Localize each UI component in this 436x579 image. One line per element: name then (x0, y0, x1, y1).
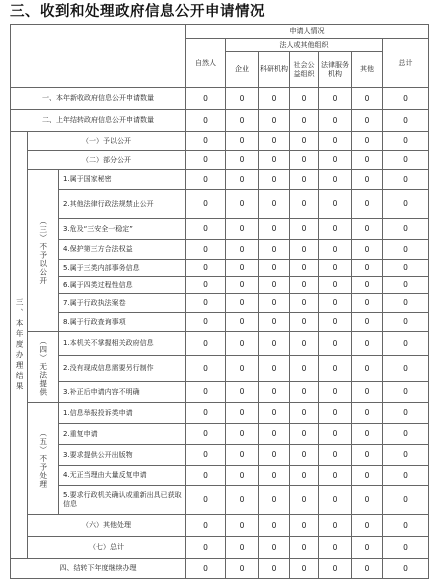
cell-value: 0 (352, 515, 383, 537)
cell-value: 0 (186, 403, 226, 424)
cell-value: 0 (259, 240, 290, 260)
cell-value: 0 (290, 277, 319, 294)
row-item: 4.无正当理由大量反复申请 (59, 466, 186, 486)
cell-value: 0 (186, 559, 226, 579)
cell-value: 0 (319, 515, 352, 537)
cell-value: 0 (383, 515, 429, 537)
header-total: 总计 (383, 39, 429, 88)
cell-value: 0 (226, 515, 259, 537)
cell-value: 0 (186, 537, 226, 559)
row-item: 8.属于行政查询事项 (59, 313, 186, 332)
cell-value: 0 (259, 486, 290, 515)
cell-value: 0 (259, 515, 290, 537)
cell-value: 0 (352, 110, 383, 132)
cell-value: 0 (352, 445, 383, 466)
cell-value: 0 (186, 466, 226, 486)
cell-value: 0 (226, 537, 259, 559)
row-item: 2.其他法律行政法规禁止公开 (59, 190, 186, 219)
cell-value: 0 (352, 260, 383, 277)
cell-value: 0 (352, 170, 383, 190)
cell-value: 0 (186, 132, 226, 151)
cell-value: 0 (352, 151, 383, 170)
cell-value: 0 (383, 260, 429, 277)
cell-value: 0 (226, 424, 259, 445)
cell-value: 0 (383, 110, 429, 132)
row-item: 2.重复申请 (59, 424, 186, 445)
cell-value: 0 (319, 219, 352, 240)
cell-value: 0 (186, 110, 226, 132)
cell-value: 0 (290, 219, 319, 240)
cell-value: 0 (226, 466, 259, 486)
cell-value: 0 (352, 486, 383, 515)
cell-value: 0 (259, 356, 290, 382)
cell-value: 0 (259, 294, 290, 313)
cell-value: 0 (290, 132, 319, 151)
section-title: 三、收到和处理政府信息公开申请情况 (10, 4, 265, 20)
cell-value: 0 (383, 132, 429, 151)
cell-value: 0 (352, 294, 383, 313)
cell-value: 0 (186, 277, 226, 294)
cell-value: 0 (259, 559, 290, 579)
cell-value: 0 (319, 559, 352, 579)
cell-value: 0 (290, 240, 319, 260)
cell-value: 0 (352, 356, 383, 382)
cell-value: 0 (352, 88, 383, 110)
group-results-label: 三、本年度办理结果 (15, 297, 25, 393)
cell-value: 0 (290, 170, 319, 190)
cell-value: 0 (290, 190, 319, 219)
group-not-processed (28, 403, 59, 515)
cell-value: 0 (383, 313, 429, 332)
cell-value: 0 (290, 537, 319, 559)
cell-value: 0 (226, 486, 259, 515)
cell-value: 0 (319, 294, 352, 313)
cell-value: 0 (226, 190, 259, 219)
application-stats-table (10, 24, 429, 579)
cell-value: 0 (259, 260, 290, 277)
corner-cell (11, 25, 186, 88)
cell-value: 0 (383, 151, 429, 170)
cell-value: 0 (352, 332, 383, 356)
row-partially-disclosed: （二）部分公开 (28, 151, 186, 170)
cell-value: 0 (259, 190, 290, 219)
cell-value: 0 (186, 382, 226, 403)
cell-value: 0 (352, 240, 383, 260)
group-not-disclosed-label: （三）不予以公开 (38, 216, 48, 285)
cell-value: 0 (290, 356, 319, 382)
cell-value: 0 (226, 170, 259, 190)
cell-value: 0 (383, 332, 429, 356)
cell-value: 0 (319, 190, 352, 219)
cell-value: 0 (352, 219, 383, 240)
cell-value: 0 (319, 332, 352, 356)
cell-value: 0 (319, 170, 352, 190)
row-item: 3.危及“三安全一稳定” (59, 219, 186, 240)
row-item: 5.属于三类内部事务信息 (59, 260, 186, 277)
cell-value: 0 (352, 559, 383, 579)
cell-value: 0 (319, 240, 352, 260)
group-not-processed-label: （五）不予处理 (38, 428, 48, 489)
cell-value: 0 (186, 515, 226, 537)
cell-value: 0 (290, 424, 319, 445)
cell-value: 0 (290, 88, 319, 110)
row-item: 5.要求行政机关确认或重新出具已获取信息 (59, 486, 186, 515)
cell-value: 0 (259, 170, 290, 190)
group-unable-provide (28, 332, 59, 403)
cell-value: 0 (383, 486, 429, 515)
cell-value: 0 (290, 403, 319, 424)
cell-value: 0 (319, 356, 352, 382)
cell-value: 0 (383, 88, 429, 110)
cell-value: 0 (226, 356, 259, 382)
cell-value: 0 (352, 382, 383, 403)
cell-value: 0 (352, 403, 383, 424)
cell-value: 0 (383, 445, 429, 466)
cell-value: 0 (226, 151, 259, 170)
cell-value: 0 (383, 170, 429, 190)
cell-value: 0 (352, 424, 383, 445)
cell-value: 0 (319, 382, 352, 403)
cell-value: 0 (383, 190, 429, 219)
cell-value: 0 (383, 240, 429, 260)
cell-value: 0 (319, 466, 352, 486)
cell-value: 0 (259, 332, 290, 356)
group-unable-provide-label: （四）无法提供 (38, 337, 48, 397)
cell-value: 0 (290, 559, 319, 579)
cell-value: 0 (186, 294, 226, 313)
cell-value: 0 (186, 486, 226, 515)
cell-value: 0 (226, 445, 259, 466)
cell-value: 0 (226, 260, 259, 277)
cell-value: 0 (290, 515, 319, 537)
cell-value: 0 (290, 260, 319, 277)
row-item: 4.保护第三方合法权益 (59, 240, 186, 260)
cell-value: 0 (383, 466, 429, 486)
cell-value: 0 (186, 332, 226, 356)
cell-value: 0 (226, 110, 259, 132)
cell-value: 0 (352, 277, 383, 294)
cell-value: 0 (259, 277, 290, 294)
row-item: 1.信息举报投诉类申请 (59, 403, 186, 424)
header-legal-entities: 法人或其他组织 (226, 39, 383, 52)
cell-value: 0 (383, 537, 429, 559)
cell-value: 0 (259, 537, 290, 559)
cell-value: 0 (319, 424, 352, 445)
cell-value: 0 (226, 294, 259, 313)
cell-value: 0 (226, 403, 259, 424)
row-item: 1.本机关不掌握相关政府信息 (59, 332, 186, 356)
header-other: 其他 (352, 52, 383, 88)
header-social-welfare: 社会公益组织 (290, 52, 319, 88)
cell-value: 0 (226, 313, 259, 332)
cell-value: 0 (290, 151, 319, 170)
cell-value: 0 (226, 219, 259, 240)
cell-value: 0 (186, 88, 226, 110)
cell-value: 0 (186, 260, 226, 277)
cell-value: 0 (352, 466, 383, 486)
cell-value: 0 (226, 559, 259, 579)
cell-value: 0 (290, 466, 319, 486)
cell-value: 0 (383, 559, 429, 579)
row-carry-forward: 四、结转下年度继续办理 (11, 559, 186, 579)
next-section-title-cut (10, 565, 310, 572)
row-item: 1.属于国家秘密 (59, 170, 186, 190)
row-disclosed: （一）予以公开 (28, 132, 186, 151)
cell-value: 0 (259, 445, 290, 466)
cell-value: 0 (319, 277, 352, 294)
cell-value: 0 (259, 403, 290, 424)
row-item: 3.要求提供公开出版物 (59, 445, 186, 466)
cell-value: 0 (290, 313, 319, 332)
cell-value: 0 (290, 382, 319, 403)
cell-value: 0 (226, 240, 259, 260)
header-applicant-situation: 申请人情况 (186, 25, 429, 39)
cell-value: 0 (290, 445, 319, 466)
cell-value: 0 (383, 403, 429, 424)
cell-value: 0 (383, 294, 429, 313)
cell-value: 0 (319, 537, 352, 559)
cell-value: 0 (226, 132, 259, 151)
cell-value: 0 (259, 132, 290, 151)
cell-value: 0 (226, 88, 259, 110)
cell-value: 0 (319, 403, 352, 424)
cell-value: 0 (226, 332, 259, 356)
cell-value: 0 (383, 382, 429, 403)
group-not-disclosed (28, 170, 59, 332)
group-results (11, 132, 28, 559)
cell-value: 0 (186, 219, 226, 240)
cell-value: 0 (259, 382, 290, 403)
row-new-applications: 一、本年新收政府信息公开申请数量 (11, 88, 186, 110)
cell-value: 0 (259, 424, 290, 445)
cell-value: 0 (383, 219, 429, 240)
cell-value: 0 (319, 110, 352, 132)
row-other-processing: （六）其他处理 (28, 515, 186, 537)
cell-value: 0 (186, 313, 226, 332)
cell-value: 0 (259, 88, 290, 110)
cell-value: 0 (319, 132, 352, 151)
cell-value: 0 (352, 537, 383, 559)
row-item: 3.补正后申请内容不明确 (59, 382, 186, 403)
cell-value: 0 (383, 277, 429, 294)
cell-value: 0 (186, 240, 226, 260)
cell-value: 0 (259, 313, 290, 332)
cell-value: 0 (186, 424, 226, 445)
cell-value: 0 (290, 294, 319, 313)
cell-value: 0 (259, 151, 290, 170)
cell-value: 0 (226, 277, 259, 294)
cell-value: 0 (319, 445, 352, 466)
cell-value: 0 (259, 466, 290, 486)
cell-value: 0 (319, 151, 352, 170)
row-item: 6.属于四类过程性信息 (59, 277, 186, 294)
cell-value: 0 (186, 170, 226, 190)
cell-value: 0 (352, 190, 383, 219)
header-research: 科研机构 (259, 52, 290, 88)
cell-value: 0 (290, 332, 319, 356)
row-carried-over: 二、上年结转政府信息公开申请数量 (11, 110, 186, 132)
cell-value: 0 (186, 151, 226, 170)
header-enterprise: 企业 (226, 52, 259, 88)
cell-value: 0 (352, 132, 383, 151)
cell-value: 0 (352, 313, 383, 332)
cell-value: 0 (319, 486, 352, 515)
cell-value: 0 (319, 313, 352, 332)
row-item: 2.没有现成信息需要另行制作 (59, 356, 186, 382)
cell-value: 0 (319, 88, 352, 110)
row-results-total: （七）总计 (28, 537, 186, 559)
row-item: 7.属于行政执法案卷 (59, 294, 186, 313)
cell-value: 0 (290, 486, 319, 515)
header-natural-person: 自然人 (186, 39, 226, 88)
cell-value: 0 (226, 382, 259, 403)
cell-value: 0 (290, 110, 319, 132)
header-legal-service: 法律服务机构 (319, 52, 352, 88)
cell-value: 0 (383, 356, 429, 382)
cell-value: 0 (186, 356, 226, 382)
cell-value: 0 (259, 219, 290, 240)
cell-value: 0 (186, 445, 226, 466)
cell-value: 0 (259, 110, 290, 132)
cell-value: 0 (383, 424, 429, 445)
cell-value: 0 (186, 190, 226, 219)
cell-value: 0 (319, 260, 352, 277)
